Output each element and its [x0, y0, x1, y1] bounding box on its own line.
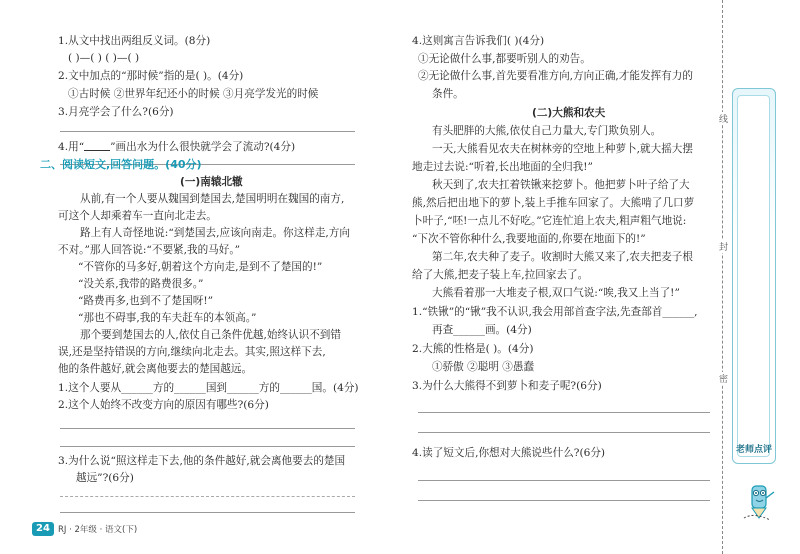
section-heading: 二、阅读短文,回答问题。(40分) [40, 158, 202, 171]
paragraph-line: “没关系,我带的路费很多。” [78, 278, 204, 290]
teacher-comment-label: 老师点评 [735, 445, 772, 455]
question-4: 4.这则寓言告诉我们( )(4分) [412, 35, 545, 47]
paragraph-line: 路上有人奇怪地说:“到楚国去,应该向南走。你这样走,方向 [80, 227, 350, 239]
answer-line[interactable] [60, 131, 355, 132]
sub-question-2-options[interactable]: ①骄傲 ②聪明 ③愚蠢 [432, 361, 535, 373]
sub-question-2: 2.大熊的性格是( )。(4分) [412, 343, 534, 355]
q4-option-1[interactable]: ①无论做什么事,都要听别人的劝告。 [418, 53, 591, 65]
cut-mark-bottom: 密 [719, 372, 728, 385]
q4-option-2[interactable]: ②无论做什么事,首先要看准方向,方向正确,才能发挥有力的 [418, 70, 693, 82]
footer-text: RJ · 2年级 · 语文(下) [58, 525, 138, 535]
paragraph-line: “那也不碍事,我的车夫赶车的本领高。” [78, 312, 257, 324]
paragraph-line: 一天,大熊看见农夫在树林旁的空地上种萝卜,就大摇大摆 [432, 143, 693, 155]
paragraph-line: 熊,然后把出地下的萝卜,装上手推车回家了。大熊啃了几口萝 [412, 197, 695, 209]
paragraph-line: 他的条件越好,就会离他要去的楚国越远。 [58, 363, 253, 375]
paragraph-line: 秋天到了,农夫扛着铁锹来挖萝卜。他把萝卜叶子给了大 [432, 179, 690, 191]
answer-line[interactable] [60, 512, 355, 513]
sub-question-1[interactable]: 1.“铁锹”的“锹”我不认识,我会用部首查字法,先查部首______, [412, 306, 698, 318]
sub-question-1[interactable]: 1.这个人要从______方的______国到______方的______国。(4分) [58, 382, 359, 394]
answer-line[interactable] [60, 446, 355, 447]
answer-line[interactable] [60, 496, 355, 497]
cut-mark-top: 线 [719, 112, 728, 125]
teacher-comment-box[interactable] [732, 88, 776, 464]
answer-line[interactable] [418, 432, 710, 433]
question-2: 2.文中加点的“那时候”指的是( )。(4分) [58, 70, 244, 82]
paragraph-line: “路费再多,也到不了楚国呀!” [78, 295, 213, 307]
paragraph-line: 误,还是坚持错误的方向,继续向北走去。其实,照这样下去, [58, 346, 326, 358]
cut-line [722, 0, 723, 554]
page-number: 24 [32, 522, 54, 536]
paragraph-line: 有头肥胖的大熊,依仗自己力量大,专门欺负别人。 [432, 125, 662, 137]
sub-question-3-cont: 越远”?(6分) [76, 472, 134, 484]
question-3: 3.月亮学会了什么?(6分) [58, 106, 174, 118]
story-title: (一)南辕北辙 [180, 176, 243, 188]
sub-question-1-cont[interactable]: 再查______画。(4分) [432, 324, 532, 336]
pencil-mascot-icon [740, 478, 780, 522]
paragraph-line: 给了大熊,把麦子装上车,拉回家去了。 [412, 269, 589, 281]
paragraph-line: 那个要到楚国去的人,依仗自己条件优越,始终认识不到错 [80, 329, 341, 341]
paragraph-line: 卜叶子,“呸!一点儿不好吃。”它连忙追上农夫,粗声粗气地说: [412, 215, 687, 227]
answer-line[interactable] [60, 428, 355, 429]
sub-question-3: 3.为什么说“照这样走下去,他的条件越好,就会离他要去的楚国 [58, 455, 346, 467]
answer-line[interactable] [418, 412, 710, 413]
cut-mark-mid: 封 [719, 240, 728, 253]
paragraph-line: “下次不管你种什么,我要地面的,你要在地面下的!” [412, 233, 646, 245]
sub-question-3: 3.为什么大熊得不到萝卜和麦子呢?(6分) [412, 380, 602, 392]
story-title-2: (二)大熊和农夫 [532, 107, 606, 119]
sub-question-2: 2.这个人始终不改变方向的原因有哪些?(6分) [58, 399, 269, 411]
answer-line[interactable] [418, 500, 710, 501]
question-1: 1.从文中找出两组反义词。(8分) [58, 35, 211, 47]
paragraph-line: 第二年,农夫种了麦子。收割时大熊又来了,农夫把麦子根 [432, 251, 693, 263]
paragraph-line: 大熊看着那一大堆麦子根,双口气说:“唉,我又上当了!” [432, 287, 680, 299]
question-1-blanks[interactable]: ( )—( ) ( )—( ) [68, 52, 140, 64]
question-4: 4.用“ ”画出水为什么很快就学会了流动?(4分) [58, 141, 296, 153]
paragraph-line: “不管你的马多好,朝着这个方向走,是到不了楚国的!” [78, 261, 323, 273]
paragraph-line: 不对。”那人回答说:“不要紧,我的马好。” [58, 244, 241, 256]
paragraph-line: 从前,有一个人要从魏国到楚国去,楚国明明在魏国的南方, [80, 193, 345, 205]
paragraph-line: 可这个人却乘着车一直向北走去。 [58, 210, 217, 222]
sub-question-4: 4.读了短文后,你想对大熊说些什么?(6分) [412, 447, 606, 459]
q4-option-2-cont: 条件。 [432, 88, 464, 100]
paragraph-line: 地走过去说:“听着,长出地面的全归我!” [412, 161, 593, 173]
question-2-options[interactable]: ①古时候 ②世界年纪还小的时候 ③月亮学发光的时候 [68, 88, 319, 100]
answer-line[interactable] [418, 480, 710, 481]
